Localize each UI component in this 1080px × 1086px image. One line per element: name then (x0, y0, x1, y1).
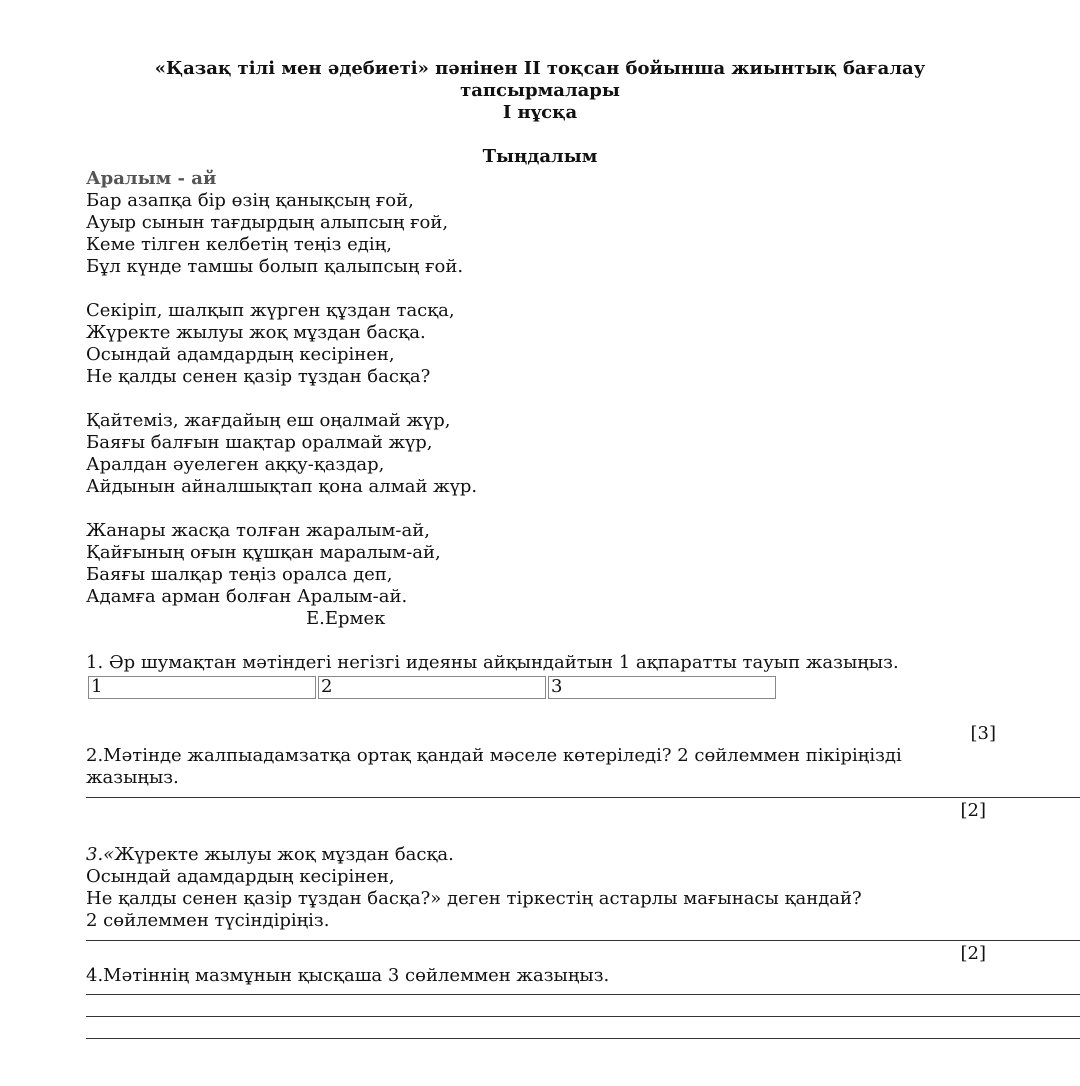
poem-line: Қайғының оғын құшқан маралым-ай, (86, 542, 441, 563)
answer-line[interactable] (86, 797, 1080, 798)
question-4 (86, 965, 1080, 1039)
question-3-quote-line: Не қалды сенен қазір тұздан басқа?» деген тіркестің астарлы мағынасы қандай? (86, 888, 862, 909)
poem-line: Баяғы балғын шақтар оралмай жүр, (86, 432, 433, 453)
answer-table (86, 674, 778, 701)
poem-stanza (86, 300, 1080, 388)
poem-line: Жанары жасқа толған жаралым-ай, (86, 520, 430, 541)
answer-cell-3[interactable]: 3 (548, 676, 776, 699)
poem-line: Секіріп, шалқып жүрген құздан тасқа, (86, 300, 455, 321)
answer-line[interactable] (86, 994, 1080, 995)
question-3-quote-line: Осындай адамдардың кесірінен, (86, 866, 395, 887)
question-2 (86, 745, 1080, 822)
worksheet (86, 58, 1080, 1039)
question-3-line (86, 844, 1080, 866)
poem-line: Қайтеміз, жағдайың еш оңалмай жүр, (86, 410, 451, 431)
question-2-score: [2] (960, 800, 986, 821)
poem-line: Не қалды сенен қазір тұздан басқа? (86, 366, 431, 387)
poem (86, 168, 1080, 630)
answer-line[interactable] (86, 1016, 1080, 1017)
question-3-quote-line: Жүректе жылуы жоқ мұздан басқа. (114, 844, 454, 865)
poem-line: Баяғы шалқар теңіз оралса деп, (86, 564, 393, 585)
poem-stanza (86, 520, 1080, 608)
poem-author: Е.Ермек (306, 608, 386, 629)
poem-line: Ауыр сынын тағдырдың алыпсың ғой, (86, 212, 449, 233)
poem-line: Бұл күнде тамшы болып қалыпсың ғой. (86, 256, 464, 277)
answer-cell-1[interactable]: 1 (88, 676, 316, 699)
section-title: Тыңдалым (482, 146, 598, 167)
answer-line[interactable] (86, 1038, 1080, 1039)
answer-cell-2[interactable]: 2 (318, 676, 546, 699)
answer-line[interactable] (86, 940, 1080, 941)
question-3-number: 3.« (86, 844, 115, 865)
poem-line: Жүректе жылуы жоқ мұздан басқа. (86, 322, 426, 343)
worksheet-title: «Қазақ тілі мен әдебиеті» пәнінен II тоқсан бойынша жиынтық бағалау тапсырмалары (154, 58, 926, 101)
question-1-text: 1. Әр шумақтан мәтіндегі негізгі идеяны айқындайтын 1 ақпаратты тауып жазыңыз. (86, 652, 899, 673)
poem-line: Бар азапқа бір өзің қанықсың ғой, (86, 190, 414, 211)
poem-line: Кеме тілген келбетің теңіз едің, (86, 234, 392, 255)
variant-label: I нұсқа (502, 102, 578, 123)
question-1-score: [3] (970, 723, 996, 744)
poem-stanza (86, 410, 1080, 498)
question-1 (86, 652, 1080, 701)
header (86, 58, 994, 124)
question-4-text: 4.Мәтіннің мазмұнын қысқаша 3 сөйлеммен жазыңыз. (86, 965, 610, 986)
question-2-text: 2.Мәтінде жалпыадамзатқа ортақ қандай мәселе көтеріледі? 2 сөйлеммен пікіріңізді жазыңыз. (86, 745, 902, 788)
question-3-score: [2] (960, 943, 986, 964)
poem-line: Айдынын айналшықтап қона алмай жүр. (86, 476, 478, 497)
poem-title: Аралым - ай (86, 168, 217, 189)
poem-line: Осындай адамдардың кесірінен, (86, 344, 395, 365)
poem-line: Адамға арман болған Аралым-ай. (86, 586, 408, 607)
question-3-instruction: 2 сөйлеммен түсіндіріңіз. (86, 910, 330, 931)
poem-stanza (86, 190, 1080, 278)
poem-line: Аралдан әуелеген аққу-қаздар, (86, 454, 385, 475)
question-3 (86, 844, 1080, 965)
